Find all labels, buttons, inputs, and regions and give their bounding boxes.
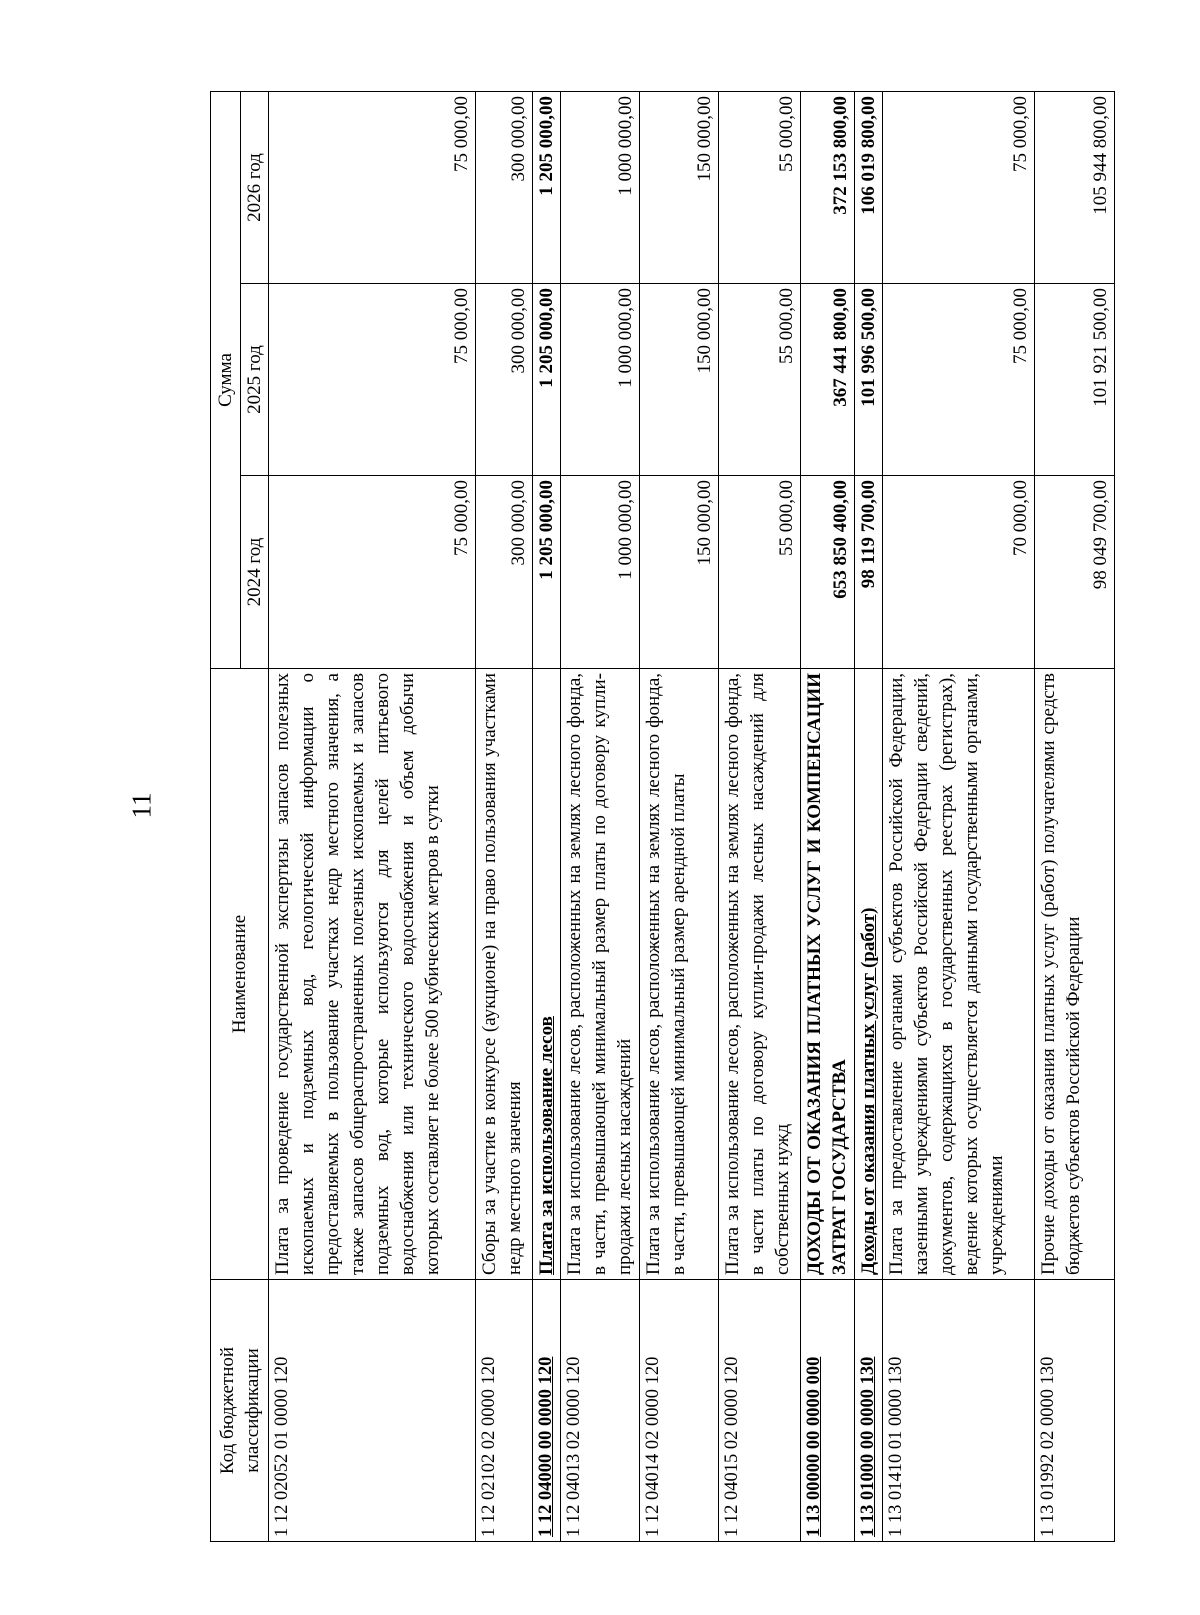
table-row — [801, 92, 855, 1542]
table-row — [640, 92, 719, 1542]
row-amount-2025: 1 000 000,00 — [561, 284, 640, 476]
row-amount-2025: 1 205 000,00 — [533, 284, 561, 476]
header-year-2025: 2025 год — [241, 284, 269, 476]
row-amount-2024: 75 000,00 — [269, 476, 476, 669]
row-code: 1 13 00000 00 0000 000 — [801, 1280, 855, 1542]
row-name: Доходы от оказания платных услуг (работ) — [855, 669, 883, 1280]
row-amount-2025: 367 441 800,00 — [801, 284, 855, 476]
row-amount-2024: 300 000,00 — [476, 476, 533, 669]
row-amount-2024: 70 000,00 — [883, 476, 1035, 669]
table-row — [855, 92, 883, 1542]
row-amount-2025: 75 000,00 — [883, 284, 1035, 476]
row-name: Плата за использование лесов, расположенных на землях лесного фонда, в части, превышающей минимальный размер платы по договору купли-продажи лесных насаждений — [561, 669, 640, 1280]
row-code: 1 13 01000 00 0000 130 — [855, 1280, 883, 1542]
row-name: Плата за проведение государственной экспертизы запасов полезных ископаемых и подземных вод, геологической информации о предоставляемых в пользование участках недр местного значения, а также запасов общераспространенных полезных ископаемых и запасов подземных вод, которые используются для целей питьевого водоснабжения или технического водоснабжения и объем добычи которых составляет не более 500 кубических метров в сутки — [269, 669, 476, 1280]
row-amount-2026: 300 000,00 — [476, 92, 533, 284]
row-amount-2026: 372 153 800,00 — [801, 92, 855, 284]
row-name: Плата за использование лесов — [533, 669, 561, 1280]
row-amount-2026: 1 000 000,00 — [561, 92, 640, 284]
header-year-2026: 2026 год — [241, 92, 269, 284]
row-amount-2025: 101 996 500,00 — [855, 284, 883, 476]
row-amount-2026: 150 000,00 — [640, 92, 719, 284]
row-amount-2024: 1 205 000,00 — [533, 476, 561, 669]
row-code: 1 13 01410 01 0000 130 — [883, 1280, 1035, 1542]
row-name: Плата за предоставление органами субъектов Российской Федерации, казенными учреждениями субъектов Российской Федерации сведений, документов, содержащихся в государственных реестрах (регистрах), ведение которых осуществляется данными государственными органами, учреждениями — [883, 669, 1035, 1280]
row-amount-2024: 98 049 700,00 — [1035, 476, 1115, 669]
row-amount-2026: 75 000,00 — [883, 92, 1035, 284]
row-name: Сборы за участие в конкурсе (аукционе) на право пользования участками недр местного значения — [476, 669, 533, 1280]
row-amount-2025: 75 000,00 — [269, 284, 476, 476]
row-amount-2024: 1 000 000,00 — [561, 476, 640, 669]
row-code: 1 12 02052 01 0000 120 — [269, 1280, 476, 1542]
row-amount-2024: 98 119 700,00 — [855, 476, 883, 669]
header-name: Наименование — [211, 669, 269, 1280]
row-code: 1 12 02102 02 0000 120 — [476, 1280, 533, 1542]
row-name: Плата за использование лесов, расположенных на землях лесного фонда, в части, превышающей минимальный размер арендной платы — [640, 669, 719, 1280]
row-amount-2026: 1 205 000,00 — [533, 92, 561, 284]
row-code: 1 13 01992 02 0000 130 — [1035, 1280, 1115, 1542]
row-amount-2026: 105 944 800,00 — [1035, 92, 1115, 284]
table-row — [883, 92, 1035, 1542]
row-amount-2024: 150 000,00 — [640, 476, 719, 669]
row-code: 1 12 04000 00 0000 120 — [533, 1280, 561, 1542]
header-code: Код бюджетной классификации — [211, 1280, 269, 1542]
table-row — [561, 92, 640, 1542]
table-row — [533, 92, 561, 1542]
table-body — [269, 92, 1115, 1542]
table-row — [476, 92, 533, 1542]
budget-table — [210, 91, 1115, 1542]
row-amount-2024: 653 850 400,00 — [801, 476, 855, 669]
row-name: Прочие доходы от оказания платных услуг (работ) получателями средств бюджетов субъектов Российской Федерации — [1035, 669, 1115, 1280]
row-amount-2025: 300 000,00 — [476, 284, 533, 476]
table-row — [1035, 92, 1115, 1542]
row-name: ДОХОДЫ ОТ ОКАЗАНИЯ ПЛАТНЫХ УСЛУГ И КОМПЕНСАЦИИ ЗАТРАТ ГОСУДАРСТВА — [801, 669, 855, 1280]
row-amount-2026: 55 000,00 — [719, 92, 801, 284]
page-number: 11 — [126, 792, 157, 819]
row-amount-2025: 150 000,00 — [640, 284, 719, 476]
row-amount-2025: 101 921 500,00 — [1035, 284, 1115, 476]
row-code: 1 12 04014 02 0000 120 — [640, 1280, 719, 1542]
row-code: 1 12 04013 02 0000 120 — [561, 1280, 640, 1542]
table-row — [269, 92, 476, 1542]
row-amount-2026: 75 000,00 — [269, 92, 476, 284]
header-year-2024: 2024 год — [241, 476, 269, 669]
table-row — [719, 92, 801, 1542]
header-sum: Сумма — [211, 92, 241, 669]
row-amount-2024: 55 000,00 — [719, 476, 801, 669]
row-amount-2025: 55 000,00 — [719, 284, 801, 476]
row-name: Плата за использование лесов, расположенных на землях лесного фонда, в части платы по договору купли-продажи лесных насаждений для собственных нужд — [719, 669, 801, 1280]
row-code: 1 12 04015 02 0000 120 — [719, 1280, 801, 1542]
rotated-table-container — [210, 92, 1110, 1542]
row-amount-2026: 106 019 800,00 — [855, 92, 883, 284]
